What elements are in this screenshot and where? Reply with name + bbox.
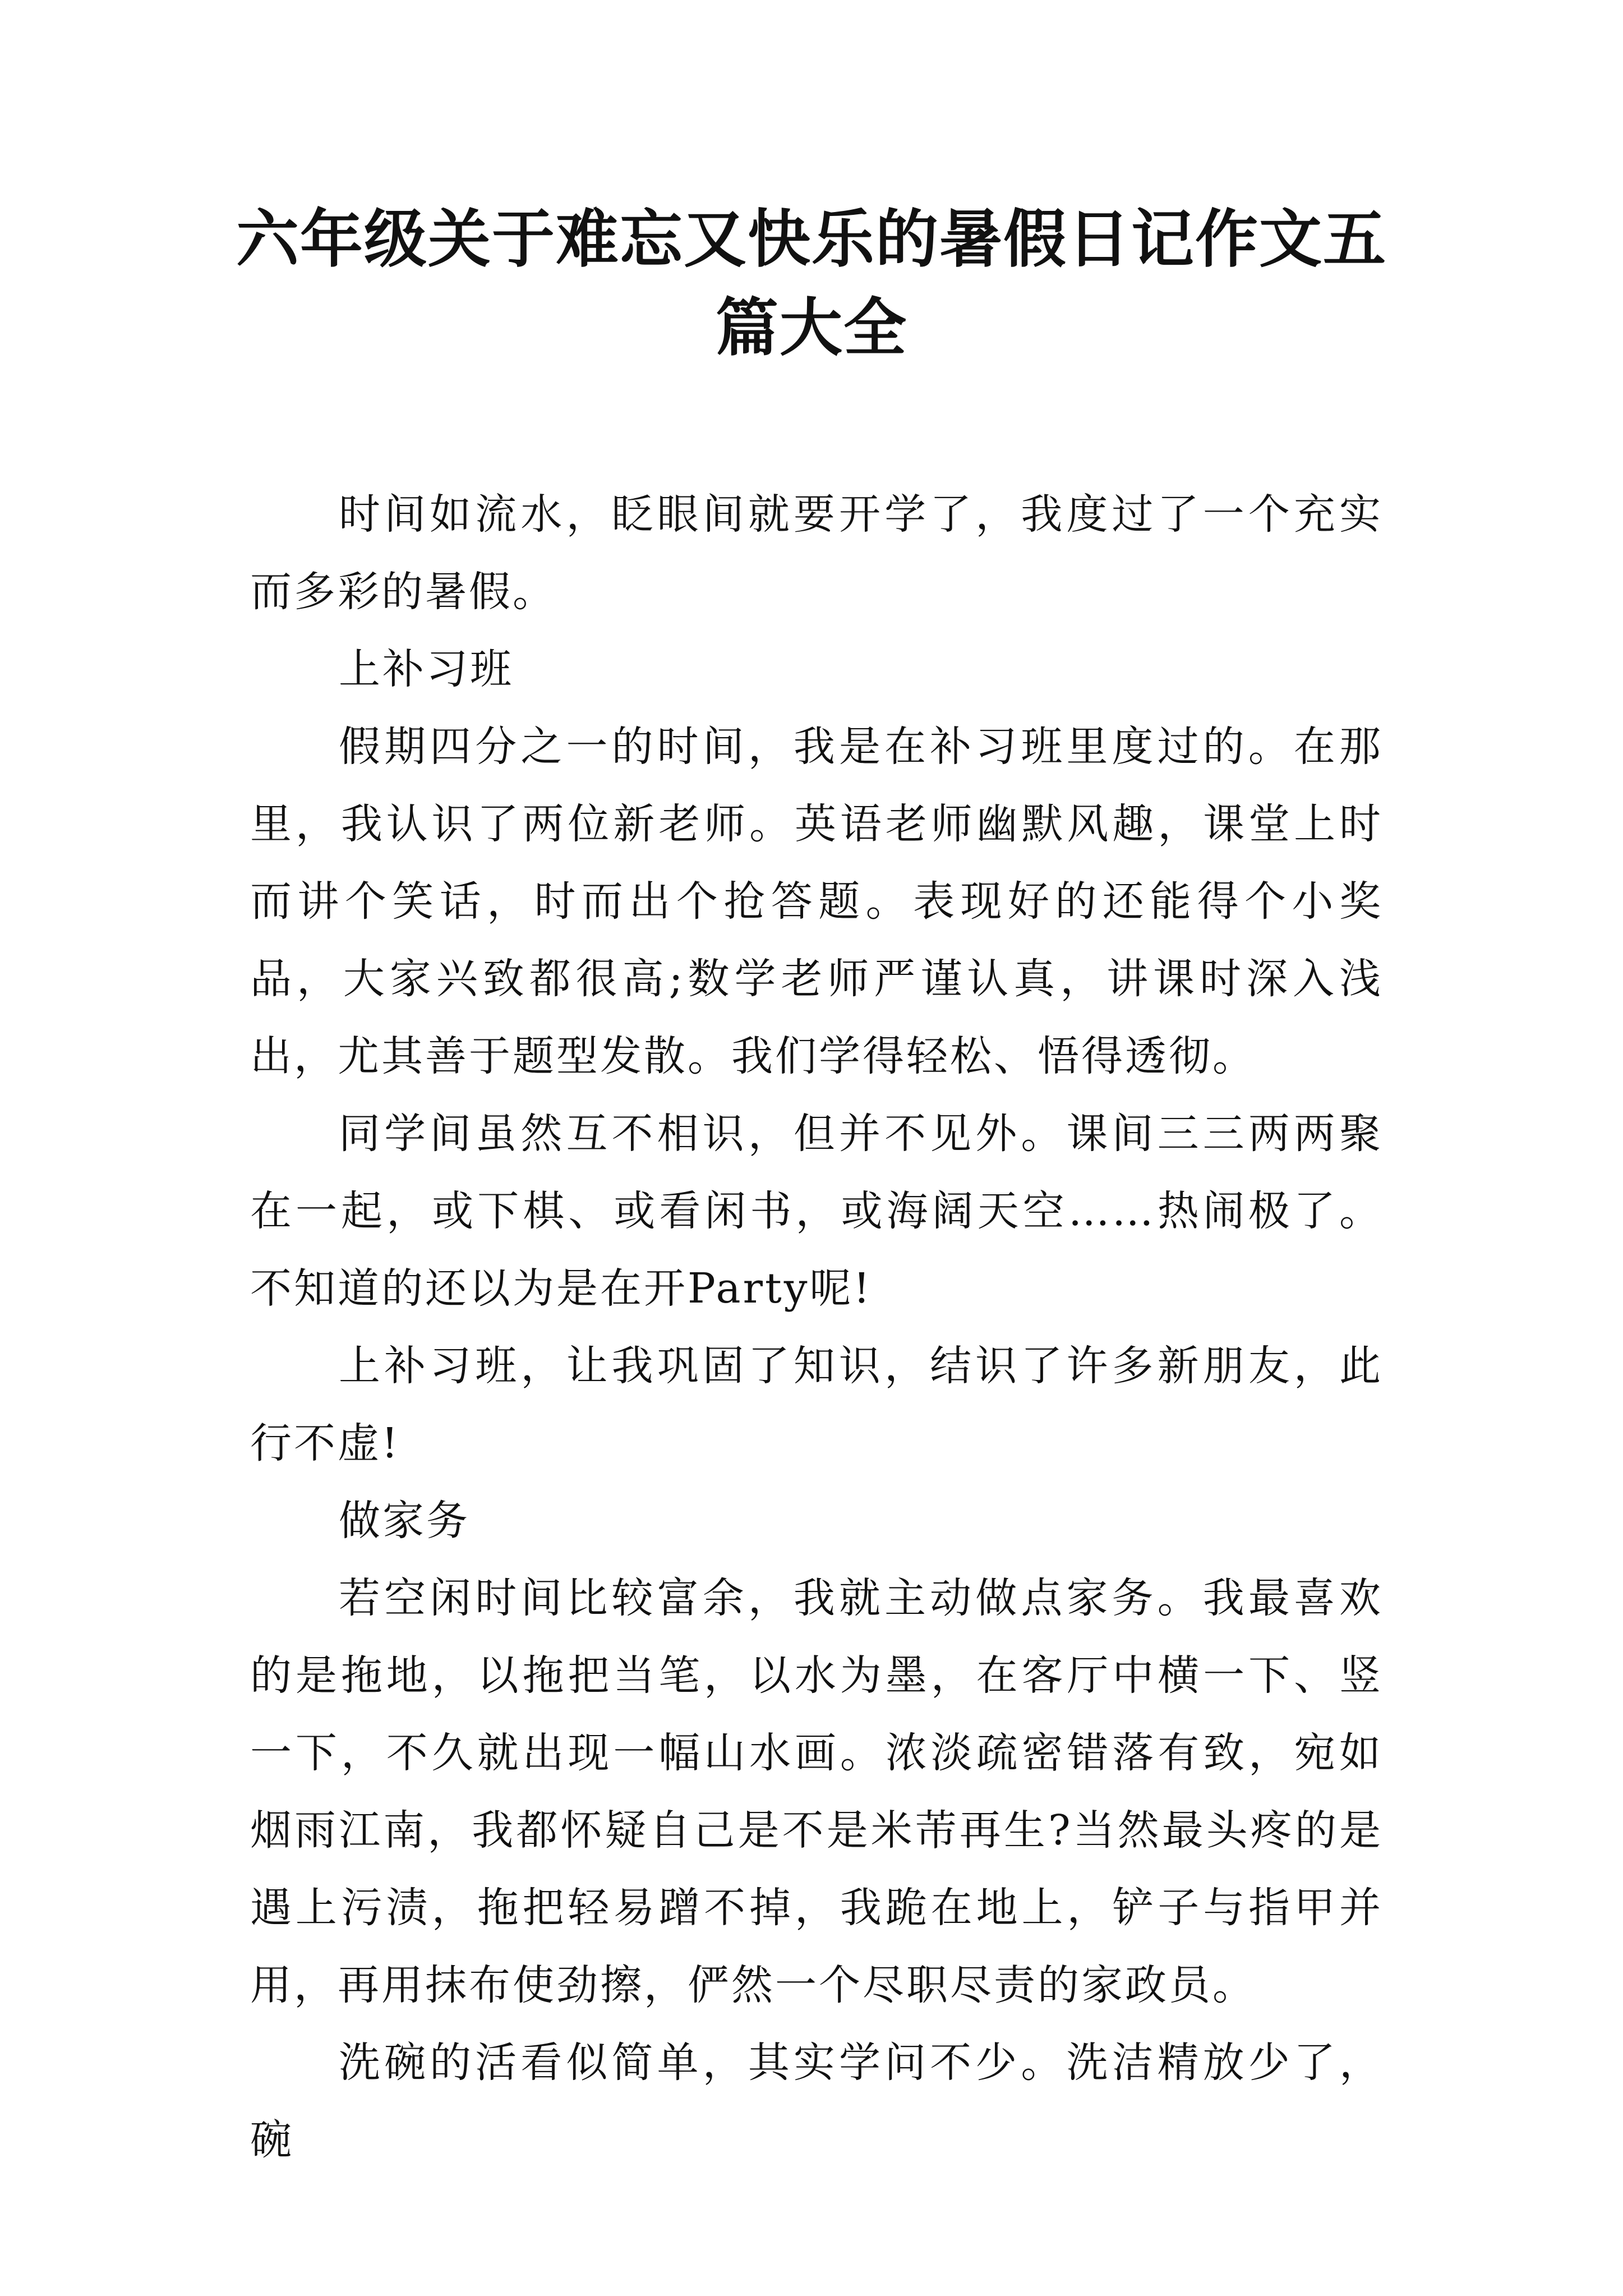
- paragraph: 假期四分之一的时间，我是在补习班里度过的。在那里，我认识了两位新老师。英语老师幽默风趣，课堂上时而讲个笑话，时而出个抢答题。表现好的还能得个小奖品，大家兴致都很高;数学老师严谨认真，讲课时深入浅出，尤其善于题型发散。我们学得轻松、悟得透彻。: [250, 723, 1383, 1080]
- title-line-1: 六年级关于难忘又快乐的暑假日记作文五: [236, 203, 1387, 276]
- document-body: [250, 476, 1383, 2179]
- title-line-2: 篇大全: [716, 292, 907, 365]
- paragraph: 洗碗的活看似简单，其实学问不少。洗洁精放少了，碗: [250, 2039, 1383, 2164]
- section-heading: 做家务: [339, 1497, 470, 1545]
- paragraph: 若空闲时间比较富余，我就主动做点家务。我最喜欢的是拖地，以拖把当笔，以水为墨，在客厅中横一下、竖一下，不久就出现一幅山水画。浓淡疏密错落有致，宛如烟雨江南，我都怀疑自己是不是米芾再生?当然最头疼的是遇上污渍，拖把轻易蹭不掉，我跪在地上，铲子与指甲并用，再用抹布使劲擦，俨然一个尽职尽责的家政员。: [250, 1574, 1383, 2009]
- document-title: [236, 195, 1387, 372]
- paragraph: 同学间虽然互不相识，但并不见外。课间三三两两聚在一起，或下棋、或看闲书，或海阔天空……热闹极了。不知道的还以为是在开Party呢!: [250, 1110, 1383, 1313]
- paragraph: 上补习班，让我巩固了知识，结识了许多新朋友，此行不虚!: [250, 1342, 1383, 1467]
- section-heading: 上补习班: [339, 645, 514, 693]
- paragraph: 时间如流水，眨眼间就要开学了，我度过了一个充实而多彩的暑假。: [250, 490, 1383, 616]
